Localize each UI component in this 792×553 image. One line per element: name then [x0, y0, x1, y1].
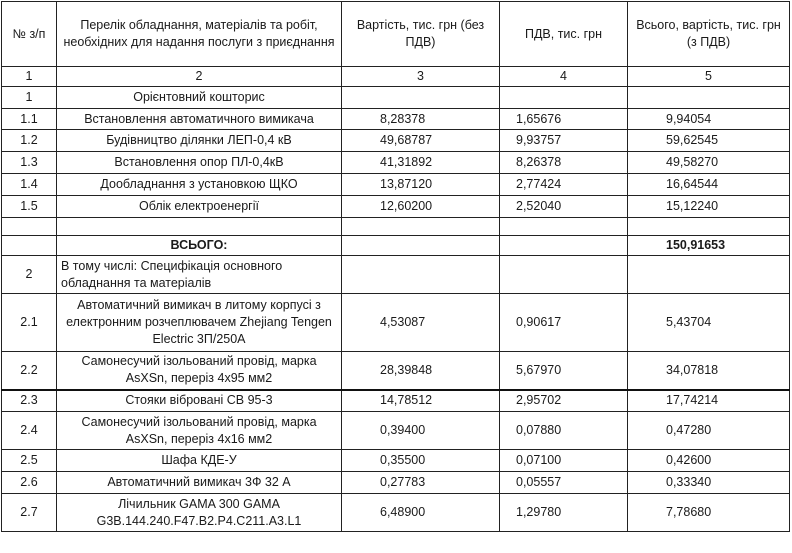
header-total-with-vat: Всього, вартість, тис. грн (з ПДВ)	[628, 2, 790, 67]
table-row	[2, 130, 790, 152]
header-item-list: Перелік обладнання, матеріалів та робіт, необхідних для надання послуги з приєднання	[57, 2, 342, 67]
section-title: Орієнтовний кошторис	[57, 87, 342, 109]
section-number: 2	[2, 256, 57, 294]
row-cost: 41,31892	[342, 152, 500, 174]
row-vat: 0,05557	[500, 472, 628, 494]
row-total: 0,42600	[628, 450, 790, 472]
row-cost: 0,39400	[342, 412, 500, 450]
row-total: 5,43704	[628, 294, 790, 352]
row-number: 2.3	[2, 390, 57, 412]
row-vat: 5,67970	[500, 352, 628, 390]
row-number: 1.5	[2, 196, 57, 218]
row-vat: 0,90617	[500, 294, 628, 352]
row-total: 17,74214	[628, 390, 790, 412]
table-row	[2, 196, 790, 218]
row-name: Облік електроенергії	[57, 196, 342, 218]
grand-total-row	[2, 236, 790, 256]
table-row	[2, 450, 790, 472]
cost-estimate-table	[1, 1, 790, 532]
row-vat: 1,65676	[500, 109, 628, 130]
row-total: 59,62545	[628, 130, 790, 152]
section-number: 1	[2, 87, 57, 109]
row-number: 2.6	[2, 472, 57, 494]
row-vat: 8,26378	[500, 152, 628, 174]
section-2-row	[2, 256, 790, 294]
row-number: 2.5	[2, 450, 57, 472]
row-total: 15,12240	[628, 196, 790, 218]
row-number: 2.7	[2, 494, 57, 532]
row-number: 1.2	[2, 130, 57, 152]
row-cost: 49,68787	[342, 130, 500, 152]
row-cost: 8,28378	[342, 109, 500, 130]
row-cost: 28,39848	[342, 352, 500, 390]
column-number: 5	[628, 67, 790, 87]
row-vat: 2,77424	[500, 174, 628, 196]
row-name: Самонесучий ізольований провід, марка AsXSn, переріз 4х95 мм2	[57, 352, 342, 390]
table-row	[2, 152, 790, 174]
row-vat: 0,07100	[500, 450, 628, 472]
column-numbers-row	[2, 67, 790, 87]
row-name: Будівництво ділянки ЛЕП-0,4 кВ	[57, 130, 342, 152]
row-name: Самонесучий ізольований провід, марка AsXSn, переріз 4х16 мм2	[57, 412, 342, 450]
row-vat: 1,29780	[500, 494, 628, 532]
grand-total-label: ВСЬОГО:	[57, 236, 342, 256]
row-name: Встановлення автоматичного вимикача	[57, 109, 342, 130]
row-cost: 4,53087	[342, 294, 500, 352]
row-vat: 2,95702	[500, 390, 628, 412]
row-cost: 6,48900	[342, 494, 500, 532]
row-number: 1.3	[2, 152, 57, 174]
row-number: 2.2	[2, 352, 57, 390]
header-number: № з/п	[2, 2, 57, 67]
row-number: 1.4	[2, 174, 57, 196]
row-name: Встановлення опор ПЛ-0,4кВ	[57, 152, 342, 174]
row-number: 1.1	[2, 109, 57, 130]
table-row	[2, 109, 790, 130]
header-row	[2, 2, 790, 67]
row-cost: 0,27783	[342, 472, 500, 494]
row-total: 0,33340	[628, 472, 790, 494]
table-row	[2, 294, 790, 352]
row-name: Стояки вібровані СВ 95-3	[57, 390, 342, 412]
row-vat: 2,52040	[500, 196, 628, 218]
column-number: 4	[500, 67, 628, 87]
header-vat: ПДВ, тис. грн	[500, 2, 628, 67]
row-total: 0,47280	[628, 412, 790, 450]
section-1-row	[2, 87, 790, 109]
header-cost-without-vat: Вартість, тис. грн (без ПДВ)	[342, 2, 500, 67]
row-cost: 13,87120	[342, 174, 500, 196]
row-name: Шафа КДЕ-У	[57, 450, 342, 472]
column-number: 3	[342, 67, 500, 87]
section-title: В тому числі: Специфікація основного обладнання та матеріалів	[57, 256, 342, 294]
row-name: Автоматичний вимикач в литому корпусі з електронним розчеплювачем Zhejiang Tengen Electric 3П/250А	[57, 294, 342, 352]
table-row	[2, 472, 790, 494]
row-cost: 12,60200	[342, 196, 500, 218]
row-cost: 14,78512	[342, 390, 500, 412]
row-name: Автоматичний вимикач 3Ф 32 А	[57, 472, 342, 494]
grand-total-value: 150,91653	[628, 236, 790, 256]
row-total: 7,78680	[628, 494, 790, 532]
row-vat: 9,93757	[500, 130, 628, 152]
row-cost: 0,35500	[342, 450, 500, 472]
row-name: Лічильник GAMA 300 GAMA G3B.144.240.F47.B2.P4.C211.A3.L1	[57, 494, 342, 532]
row-total: 9,94054	[628, 109, 790, 130]
row-vat: 0,07880	[500, 412, 628, 450]
column-number: 2	[57, 67, 342, 87]
table-row	[2, 352, 790, 390]
table-row	[2, 412, 790, 450]
table-row	[2, 390, 790, 412]
row-total: 49,58270	[628, 152, 790, 174]
row-name: Дообладнання з установкою ЩКО	[57, 174, 342, 196]
spacer-row	[2, 218, 790, 236]
row-number: 2.4	[2, 412, 57, 450]
row-total: 16,64544	[628, 174, 790, 196]
row-total: 34,07818	[628, 352, 790, 390]
table-row	[2, 494, 790, 532]
table-row	[2, 174, 790, 196]
column-number: 1	[2, 67, 57, 87]
row-number: 2.1	[2, 294, 57, 352]
